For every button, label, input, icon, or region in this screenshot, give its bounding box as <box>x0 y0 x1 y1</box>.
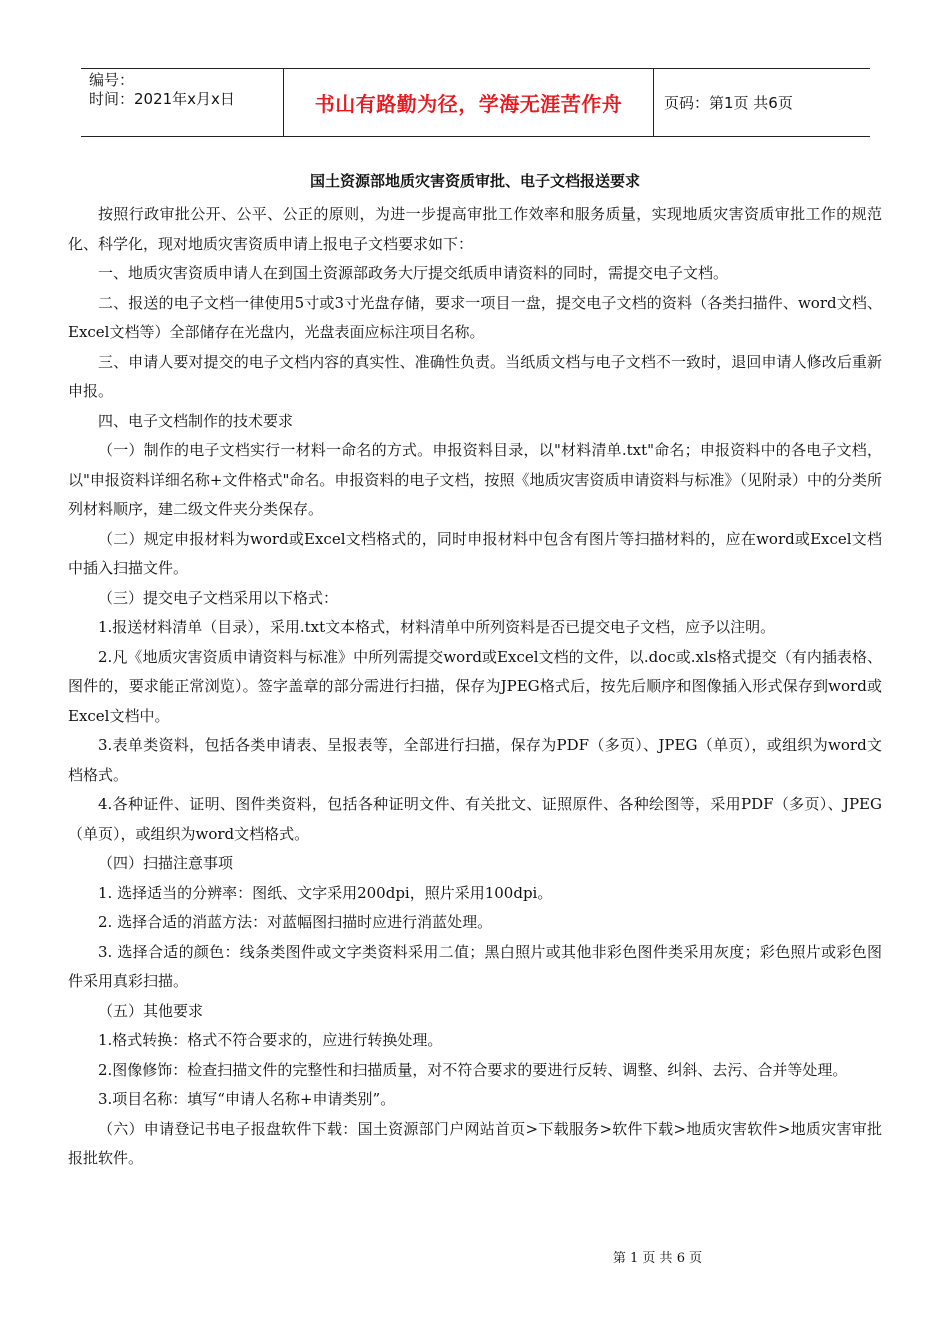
body-paragraph: （三）提交电子文档采用以下格式： <box>98 588 339 607</box>
body-paragraph: 1.格式转换：格式不符合要求的，应进行转换处理。 <box>98 1031 443 1049</box>
body-paragraph: 1.报送材料清单（目录），采用.txt文本格式，材料清单中所列资料是否已提交电子文档，应予以注明。 <box>98 618 776 636</box>
body-paragraph: 四、电子文档制作的技术要求 <box>98 411 294 430</box>
body-paragraph: 3.项目名称：填写“申请人名称+申请类别”。 <box>98 1090 396 1108</box>
document-body <box>68 171 882 1174</box>
page-header <box>81 68 870 137</box>
body-paragraph: 按照行政审批公开、公平、公正的原则，为进一步提高审批工作效率和服务质量，实现地质灾害资质审批工作的规范化、科学化，现对地质灾害资质申请上报电子文档要求如下： <box>68 205 882 253</box>
body-paragraph: 4.各种证件、证明、图件类资料，包括各种证明文件、有关批文、证照原件、各种绘图等，采用PDF（多页）、JPEG（单页），或组织为word文档格式。 <box>68 795 882 843</box>
body-paragraph: 三、申请人要对提交的电子文档内容的真实性、准确性负责。当纸质文档与电子文档不一致时，退回申请人修改后重新申报。 <box>68 352 882 400</box>
document-title: 国土资源部地质灾害资质审批、电子文档报送要求 <box>309 172 640 190</box>
body-paragraph: （五）其他要求 <box>98 1001 204 1020</box>
body-paragraph: 2. 选择合适的消蓝方法：对蓝幅图扫描时应进行消蓝处理。 <box>98 913 493 931</box>
body-paragraph: 3. 选择合适的颜色：线条类图件或文字类资料采用二值；黑白照片或其他非彩色图件类采用灰度；彩色照片或彩色图件采用真彩扫描。 <box>68 942 882 990</box>
body-paragraph: 一、地质灾害资质申请人在到国土资源部政务大厅提交纸质申请资料的同时，需提交电子文档。 <box>98 264 729 282</box>
body-paragraph: （二）规定申报材料为word或Excel文档格式的，同时申报材料中包含有图片等扫描材料的，应在word或Excel文档中插入扫描文件。 <box>68 529 882 577</box>
body-paragraph: （六）申请登记书电子报盘软件下载：国土资源部门户网站首页>下载服务>软件下载>地质灾害软件>地质灾害审批报批软件。 <box>68 1119 882 1167</box>
page-footer: 第 1 页 共 6 页 <box>612 1251 703 1266</box>
body-paragraph: 3.表单类资料，包括各类申请表、呈报表等，全部进行扫描，保存为PDF（多页）、JPEG（单页），或组织为word文档格式。 <box>68 736 882 784</box>
body-paragraph: 2.凡《地质灾害资质申请资料与标准》中所列需提交word或Excel文档的文件，以.doc或.xls格式提交（有内插表格、图件的，要求能正常浏览）。签字盖章的部分需进行扫描，保存为JPEG格式后，按先后顺序和图像插入形式保存到word或Excel文档中。 <box>68 647 882 725</box>
body-paragraph: （四）扫描注意事项 <box>98 854 234 872</box>
header-motto: 书山有路勤为径，学海无涯苦作舟 <box>283 69 654 136</box>
document-number-label: 编号： <box>89 71 135 89</box>
body-paragraph: 1. 选择适当的分辨率：图纸、文字采用200dpi，照片采用100dpi。 <box>98 883 553 902</box>
header-meta <box>81 69 283 136</box>
document-date-label: 时间：2021年x月x日 <box>89 90 235 108</box>
paragraph-list <box>68 200 882 1174</box>
body-paragraph: 二、报送的电子文档一律使用5寸或3寸光盘存储，要求一项目一盘，提交电子文档的资料（各类扫描件、word文档、Excel文档等）全部储存在光盘内，光盘表面应标注项目名称。 <box>68 293 882 341</box>
body-paragraph: （一）制作的电子文档实行一材料一命名的方式。申报资料目录，以"材料清单.txt"命名；申报资料中的各电子文档，以"申报资料详细名称+文件格式"命名。申报资料的电子文档，按照《地质灾害资质申请资料与标准》（见附录）中的分类所列材料顺序，建二级文件夹分类保存。 <box>68 441 882 518</box>
body-paragraph: 2.图像修饰：检查扫描文件的完整性和扫描质量，对不符合要求的要进行反转、调整、纠斜、去污、合并等处理。 <box>98 1060 848 1079</box>
header-page-info: 页码：第1页 共6页 <box>664 94 793 112</box>
